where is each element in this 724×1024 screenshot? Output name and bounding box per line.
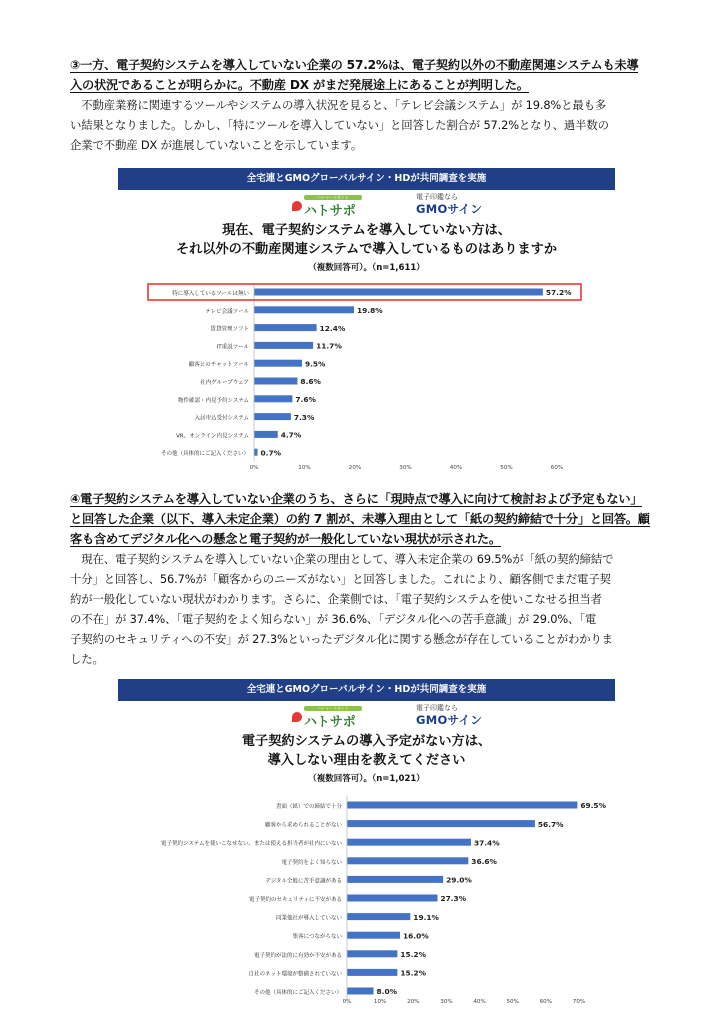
chart2-value-label: 16.0%	[403, 931, 429, 941]
chart2-tick-label: 70%	[572, 999, 586, 1005]
chart2-bar	[347, 857, 468, 864]
chart2-value-label: 36.6%	[471, 857, 497, 866]
chart2-category-label: 書面（紙）での締結で十分	[275, 804, 342, 810]
chart1-value-label: 11.7%	[316, 341, 342, 351]
hatosapo-logo	[292, 706, 392, 728]
chart1-value-label: 8.6%	[300, 377, 321, 387]
chart2-tick-label: 60%	[539, 999, 553, 1005]
survey-banner-1: 全宅連とGMOグローバルサイン・HDが共同調査を実施	[118, 168, 615, 190]
chart1-tick-label: 20%	[348, 465, 362, 471]
logo-row-1	[118, 191, 615, 217]
chart1-title-line-2: それ以外の不動産関連システムで導入しているものはありますか	[175, 242, 558, 257]
chart2-value-label: 8.0%	[376, 987, 398, 997]
gmo-sign-name: GMOサイン	[416, 713, 483, 727]
chart1-tick-label: 0%	[249, 465, 259, 471]
chart1-title	[118, 221, 615, 259]
gmo-sign-sub: 電子印鑑なら	[416, 704, 458, 712]
chart2-category-label: 集客につながらない	[292, 934, 342, 941]
gmo-sign-sub: 電子印鑑なら	[416, 193, 458, 201]
section4-paragraph-line-5: 子契約のセキュリティへの不安」が 27.3%といったデジタル化に関する懸念が存在していることがわかりま	[70, 632, 613, 646]
gmo-sign-logo	[416, 703, 516, 727]
chart1-value-label: 9.5%	[304, 359, 326, 369]
hatosapo-name: ハトサポ	[304, 715, 356, 730]
chart1-tick-label: 60%	[550, 465, 564, 471]
chart2-bar	[347, 932, 400, 939]
chart1-bar	[254, 324, 317, 331]
chart1-bar	[254, 449, 258, 456]
chart2-bar-chart	[118, 790, 615, 1008]
chart2-value-label: 29.0%	[446, 875, 472, 885]
chart2-bar	[347, 820, 535, 827]
section4-heading-line-2: と回答した企業（以下、導入未定企業）の約 7 割が、未導入理由として「紙の契約締結で十分」と回答。顧	[70, 512, 650, 526]
hatosapo-tagline: ハトマークサイト	[304, 195, 362, 200]
chart2-title	[118, 732, 615, 770]
chart2-category-label: 同業他社が導入していない	[275, 915, 342, 922]
chart1-bar	[254, 342, 313, 349]
chart1-category-label: 賃貸管理ソフト	[210, 326, 249, 333]
chart1-category-label: 入居申込受付システム	[194, 415, 249, 422]
gmo-sign-name: GMOサイン	[416, 202, 483, 216]
chart2-category-label: 電子契約をよく知らない	[281, 859, 342, 866]
chart1-title-line-1: 現在、電子契約システムを導入していない方は、	[222, 223, 511, 238]
chart2-category-label: 電子契約システムを使いこなせない、または使える担当者が社内にいない	[161, 841, 342, 848]
section3-heading-line-1: ③一方、電子契約システムを導入していない企業の 57.2%は、電子契約以外の不動産関連システムも未導	[70, 58, 639, 72]
chart1-value-label: 57.2%	[545, 288, 572, 298]
chart1-bar-chart	[118, 278, 615, 474]
chart1-bar	[254, 395, 292, 402]
chart2-tick-label: 50%	[506, 999, 519, 1005]
chart2-category-label: 電子契約のセキュリティに不安がある	[249, 897, 342, 903]
chart1-tick-label: 30%	[399, 465, 412, 471]
chart2-note: （複数回答可）。（n=1,021）	[308, 774, 425, 784]
section4-paragraph-line-2: 十分」と回答し、56.7%が「顧客からのニーズがない」と回答しました。これにより、顧客側でまだ電子契	[70, 572, 611, 586]
chart1-tick-label: 40%	[449, 465, 463, 471]
chart2-bar	[347, 839, 471, 846]
chart2-value-label: 27.3%	[440, 894, 467, 904]
chart2-category-label: デジタル全般に苦手意識がある	[265, 878, 342, 885]
section4-heading-line-1: ④電子契約システムを導入していない企業のうち、さらに「現時点で導入に向けて検討および予定もない」	[70, 492, 643, 506]
section3-paragraph-line-3: 企業で不動産 DX が進展していないことを示しています。	[70, 138, 363, 152]
chart1-category-label: VR、オンライン内見システム	[176, 433, 249, 440]
chart1-category-label: その他（具体的にご記入ください）	[160, 451, 249, 458]
section4-paragraph-line-1: 現在、電子契約システムを導入していない企業の理由として、導入未定企業の 69.5%が「紙の契約締結で	[70, 552, 614, 566]
chart2-value-label: 19.1%	[413, 912, 439, 922]
chart2-bar	[347, 988, 374, 995]
section4-heading	[70, 489, 670, 549]
section3-paragraph	[70, 95, 670, 155]
chart1-category-label: 社内グループウェア	[200, 380, 249, 386]
chart2-value-label: 15.2%	[400, 950, 427, 959]
chart1-tick-label: 10%	[298, 465, 311, 471]
chart1-bar	[254, 306, 354, 313]
chart2-bar	[347, 950, 397, 957]
section4-heading-line-3: 客も含めてデジタル化への懸念と電子契約が一般化していない現状が示された。	[70, 532, 501, 546]
chart1-value-label: 12.4%	[319, 323, 346, 333]
chart1-value-label: 7.6%	[295, 395, 316, 404]
section3-heading-line-2: 入の状況であることが明らかに。不動産 DX がまだ発展途上にあることが判明した。	[70, 78, 529, 92]
chart1-value-label: 7.3%	[293, 412, 315, 422]
section4-paragraph-line-6: した。	[70, 652, 104, 666]
chart2-bar	[347, 969, 397, 976]
chart2-category-label: 自社のネット環境が整備されていない	[248, 971, 342, 978]
chart2-tick-label: 30%	[440, 999, 453, 1005]
section4-paragraph-line-3: 約が一般化していない現状がわかります。さらに、企業側では、「電子契約システムを使いこなせる担当者	[70, 592, 602, 606]
chart1-bar	[254, 413, 291, 420]
chart1-tick-label: 50%	[500, 465, 513, 471]
hatosapo-logo	[292, 195, 392, 217]
chart1-bar	[254, 289, 543, 296]
hatosapo-tagline: ハトマークサイト	[304, 706, 362, 711]
section4-paragraph	[70, 549, 670, 669]
chart2-category-label: その他（具体的にご記入ください）	[253, 990, 342, 996]
chart2-tick-label: 10%	[373, 999, 387, 1005]
gmo-sign-logo	[416, 192, 516, 216]
section4-paragraph-line-4: の不在」が 37.4%、「電子契約をよく知らない」が 36.6%、「デジタル化への苦手意識」が 29.0%、「電	[70, 612, 597, 626]
chart1-note: （複数回答可）。（n=1,611）	[308, 263, 425, 273]
chart2-value-label: 37.4%	[473, 838, 500, 848]
chart1-value-label: 4.7%	[280, 430, 302, 440]
chart2-value-label: 15.2%	[400, 968, 427, 978]
chart2-bar	[347, 802, 577, 809]
chart2-value-label: 69.5%	[580, 801, 606, 811]
chart2-title-line-1: 電子契約システムの導入予定がない方は、	[241, 734, 492, 749]
chart1-category-label: 顧客とのチャットツール	[188, 362, 249, 369]
hatosapo-name: ハトサポ	[304, 204, 356, 219]
section3-heading	[70, 55, 670, 95]
chart1-bar	[254, 431, 278, 438]
logo-row-2	[118, 702, 615, 728]
chart1-value-label: 19.8%	[356, 306, 383, 315]
chart2-category-label: 電子契約が法的に有効か不安がある	[253, 952, 342, 959]
chart1-category-label: IT重説ツール	[216, 344, 249, 351]
survey-banner-2: 全宅連とGMOグローバルサイン・HDが共同調査を実施	[118, 679, 615, 701]
chart2-tick-label: 20%	[407, 999, 420, 1005]
chart2-bar	[347, 913, 410, 920]
chart2-tick-label: 0%	[342, 999, 352, 1005]
chart1-bar	[254, 360, 302, 367]
chart2-category-label: 顧客から求められることがない	[264, 822, 342, 829]
chart2-tick-label: 40%	[473, 999, 486, 1005]
section3-paragraph-line-1: 不動産業務に関連するツールやシステムの導入状況を見ると、「テレビ会議システム」が 19.8%と最も多	[70, 98, 607, 112]
chart2-title-line-2: 導入しない理由を教えてください	[267, 753, 466, 768]
chart2-value-label: 56.7%	[537, 819, 564, 829]
chart1-value-label: 0.7%	[260, 448, 282, 458]
section3-paragraph-line-2: い結果となりました。しかし、「特にツールを導入していない」と回答した割合が 57.2%となり、過半数の	[70, 118, 609, 132]
chart2-bar	[347, 895, 437, 902]
chart1-category-label: テレビ会議ツール	[205, 308, 249, 315]
hatosapo-mark-icon	[292, 712, 302, 722]
chart1-category-label: 特に導入しているツールは無い	[172, 291, 249, 297]
chart2-bar	[347, 876, 443, 883]
chart1-category-label: 物件確認・内見予約システム	[178, 397, 249, 404]
hatosapo-mark-icon	[292, 201, 302, 211]
chart1-bar	[254, 378, 297, 385]
